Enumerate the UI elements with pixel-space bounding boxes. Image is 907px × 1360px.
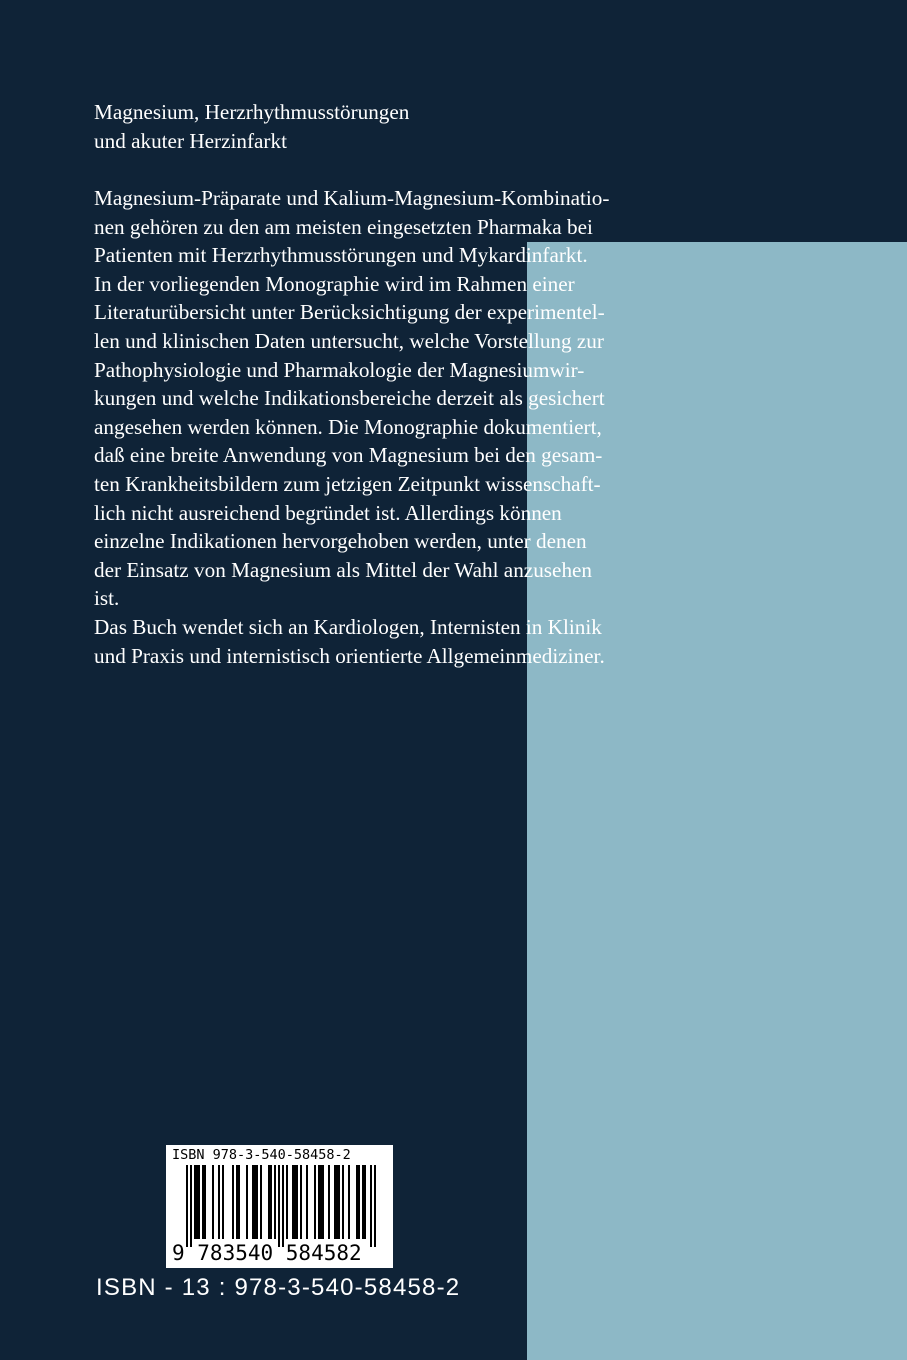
blurb-text [94, 184, 609, 670]
barcode-bar [362, 1165, 364, 1239]
blurb-line: len und klinischen Daten untersucht, welche Vorstellung zur [94, 328, 604, 353]
barcode-bar [364, 1165, 366, 1239]
barcode-bar [336, 1165, 338, 1239]
barcode-bar [370, 1165, 372, 1247]
blurb-line: Das Buch wendet sich an Kardiologen, Internisten in Klinik [94, 614, 602, 639]
barcode-bar [186, 1165, 188, 1247]
barcode-bar [282, 1165, 284, 1247]
barcode-digits: 9 783540 584582 [172, 1241, 362, 1265]
blurb-line: ten Krankheitsbildern zum jetzigen Zeitpunkt wissenschaft- [94, 471, 601, 496]
barcode-bar [212, 1165, 214, 1239]
barcode-bar [190, 1165, 192, 1247]
blurb-line: einzelne Indikationen hervorgehoben werden, unter denen [94, 529, 587, 554]
barcode-bar [342, 1165, 344, 1239]
blurb-line: Patienten mit Herzrhythmusstörungen und Mykardinfarkt. [94, 243, 588, 268]
barcode-bar [358, 1165, 360, 1239]
barcode-bar [334, 1165, 336, 1239]
barcode-bars [170, 1165, 389, 1247]
barcode-bar [260, 1165, 262, 1239]
barcode-bar [222, 1165, 224, 1239]
barcode-bar [254, 1165, 256, 1239]
book-title [94, 98, 409, 155]
barcode-isbn-label: ISBN 978-3-540-58458-2 [172, 1147, 351, 1163]
blurb-line: der Einsatz von Magnesium als Mittel der Wahl anzusehen [94, 557, 593, 582]
blurb-line: Pathophysiologie und Pharmakologie der Magnesiumwir- [94, 357, 585, 382]
blurb-line: Literaturübersicht unter Berücksichtigung der experimentel- [94, 300, 605, 325]
barcode-bar [278, 1165, 280, 1247]
barcode-bar [348, 1165, 350, 1239]
isbn-13: ISBN - 13 : 978-3-540-58458-2 [96, 1274, 461, 1301]
barcode-bar [274, 1165, 276, 1239]
barcode-bar [252, 1165, 254, 1239]
barcode-bar [268, 1165, 270, 1239]
blurb-line: nen gehören zu den am meisten eingesetzten Pharmaka bei [94, 214, 593, 239]
blurb-line: Magnesium-Präparate und Kalium-Magnesium-Kombinatio- [94, 186, 610, 210]
barcode-bar [194, 1165, 196, 1239]
title-line-1: Magnesium, Herzrhythmusstörungen [94, 100, 410, 124]
blurb-line: lich nicht ausreichend begründet ist. Allerdings können [94, 500, 562, 525]
barcode-bar [198, 1165, 200, 1239]
barcode-bar [322, 1165, 324, 1239]
barcode [166, 1145, 393, 1268]
barcode-bar [238, 1165, 240, 1239]
barcode-bar [270, 1165, 272, 1239]
blurb-line: angesehen werden können. Die Monographie dokumentiert, [94, 414, 602, 439]
barcode-bar [246, 1165, 248, 1239]
blurb-line: und Praxis und internistisch orientierte Allgemeinmediziner. [94, 643, 605, 668]
barcode-bar [218, 1165, 220, 1239]
barcode-bar [236, 1165, 238, 1239]
title-line-2: und akuter Herzinfarkt [94, 128, 287, 153]
barcode-bar [314, 1165, 316, 1239]
blurb-line: daß eine breite Anwendung von Magnesium bei den gesam- [94, 443, 603, 468]
barcode-bar [286, 1165, 288, 1239]
barcode-bar [196, 1165, 198, 1239]
barcode-bar [300, 1165, 302, 1239]
barcode-bar [296, 1165, 298, 1239]
barcode-bar [256, 1165, 258, 1239]
barcode-bar [202, 1165, 204, 1239]
blurb-line: In der vorliegenden Monographie wird im Rahmen einer [94, 271, 575, 296]
barcode-bar [328, 1165, 330, 1239]
blurb-line: kungen und welche Indikationsbereiche derzeit als gesichert [94, 386, 605, 411]
barcode-bar [356, 1165, 358, 1239]
barcode-bar [294, 1165, 296, 1239]
barcode-bar [232, 1165, 234, 1239]
barcode-bar [338, 1165, 340, 1239]
barcode-bar [374, 1165, 376, 1247]
barcode-bar [320, 1165, 322, 1239]
barcode-bar [318, 1165, 320, 1239]
barcode-bar [306, 1165, 308, 1239]
barcode-bar [204, 1165, 206, 1239]
barcode-bar [292, 1165, 294, 1239]
blurb-line: ist. [94, 586, 120, 611]
